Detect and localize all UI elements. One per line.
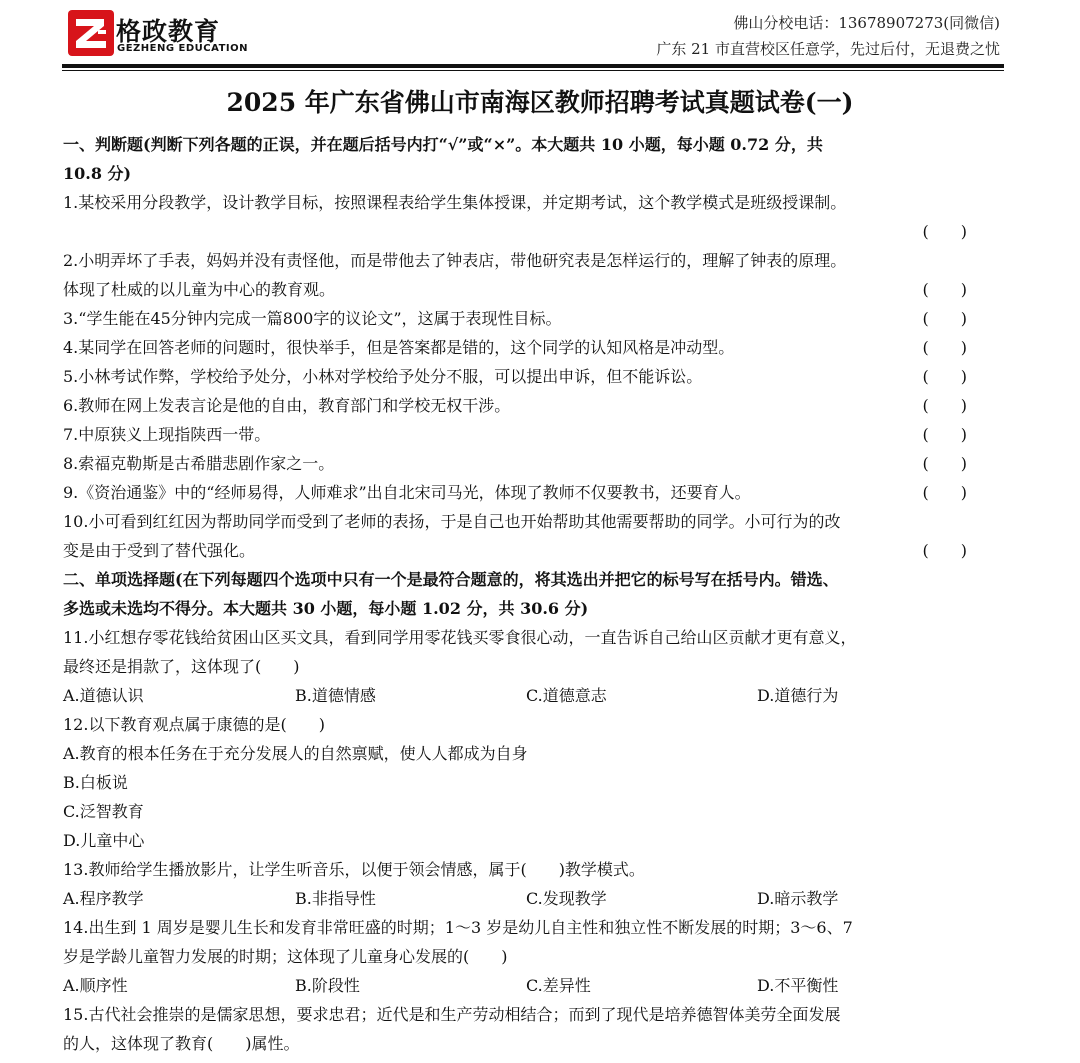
- option-b: B.阶段性: [295, 976, 360, 995]
- question-5: 5.小林考试作弊，学校给予处分，小林对学校给予处分不服，可以提出申诉，但不能诉讼。 ( ): [63, 362, 1007, 391]
- option-d: D.不平衡性: [757, 976, 839, 995]
- gezheng-logo-icon: [68, 10, 114, 56]
- answer-blank: ( ): [922, 338, 967, 357]
- header-divider: [62, 64, 1004, 68]
- question-3: 3.“学生能在45分钟内完成一篇800字的议论文”，这属于表现性目标。 ( ): [63, 304, 1007, 333]
- option-a: A.教育的根本任务在于充分发展人的自然禀赋，使人人都成为自身: [63, 744, 528, 763]
- answer-blank: ( ): [922, 454, 967, 473]
- option-d: D.暗示教学: [757, 889, 839, 908]
- question-8: 8.索福克勒斯是古希腊悲剧作家之一。 ( ): [63, 449, 1007, 478]
- section-heading: 多选或未选均不得分。本大题共 30 小题，每小题 1.02 分，共 30.6 分): [63, 599, 589, 618]
- answer-blank: ( ): [922, 309, 967, 328]
- brand-name-en: GEZHENG EDUCATION: [117, 43, 249, 54]
- question-15-cont: 的人，这体现了教育( )属性。: [63, 1034, 300, 1053]
- question-2: 2.小明弄坏了手表，妈妈并没有责怪他，而是带他去了钟表店，带他研究表是怎样运行的，理解了钟表的原理。: [63, 251, 847, 270]
- option-b: B.道德情感: [295, 686, 376, 705]
- option-a: A.顺序性: [63, 976, 128, 995]
- section-heading: 二、单项选择题(在下列每题四个选项中只有一个是最符合题意的，将其选出并把它的标号写在括号内。错选、: [63, 570, 839, 589]
- question-1: 1.某校采用分段教学，设计教学目标，按照课程表给学生集体授课，并定期考试，这个教学模式是班级授课制。: [63, 193, 847, 212]
- answer-blank: ( ): [922, 222, 967, 241]
- answer-blank: ( ): [922, 483, 967, 502]
- answer-blank: ( ): [922, 396, 967, 415]
- question-2-cont: 体现了杜威的以儿童为中心的教育观。 ( ): [63, 275, 1007, 304]
- header-divider-thin: [62, 70, 1004, 71]
- option-d: D.道德行为: [757, 686, 839, 705]
- question-14-options: [63, 971, 1007, 1000]
- question-11-options: [63, 681, 1007, 710]
- question-6: 6.教师在网上发表言论是他的自由，教育部门和学校无权干涉。 ( ): [63, 391, 1007, 420]
- option-c: C.道德意志: [526, 686, 607, 705]
- brand-name: 格政教育: [116, 17, 221, 46]
- option-c: C.差异性: [526, 976, 591, 995]
- question-12: 12.以下教育观点属于康德的是( ): [63, 715, 325, 734]
- section-heading: 一、判断题(判断下列各题的正误，并在题后括号内打“√”或“×”。本大题共 10 小题，每小题 0.72 分，共: [63, 135, 823, 154]
- answer-blank: ( ): [922, 541, 967, 560]
- section-heading: 10.8 分): [63, 164, 132, 183]
- answer-blank: ( ): [922, 367, 967, 386]
- question-7: 7.中原狭义上现指陕西一带。 ( ): [63, 420, 1007, 449]
- option-b: B.白板说: [63, 773, 128, 792]
- option-c: C.发现教学: [526, 889, 607, 908]
- branch-phone: 佛山分校电话：13678907273(同微信): [733, 14, 1000, 32]
- page-title: 2025 年广东省佛山市南海区教师招聘考试真题试卷(一): [226, 88, 854, 117]
- question-11: 11.小红想存零花钱给贫困山区买文具，看到同学用零花钱买零食很心动，一直告诉自己给山区贡献才更有意义，: [63, 628, 857, 647]
- question-9: 9.《资治通鉴》中的“经师易得，人师难求”出自北宋司马光，体现了教师不仅要教书，还要育人。 ( ): [63, 478, 1007, 507]
- option-c: C.泛智教育: [63, 802, 144, 821]
- page-header: [0, 0, 1080, 70]
- answer-blank: ( ): [922, 425, 967, 444]
- question-14: 14.出生到 1 周岁是婴儿生长和发育非常旺盛的时期；1～3 岁是幼儿自主性和独立性不断发展的时期；3～6、7: [63, 918, 853, 937]
- exam-content: [63, 130, 1007, 1058]
- question-15: 15.古代社会推崇的是儒家思想，要求忠君；近代是和生产劳动相结合；而到了现代是培养德智体美劳全面发展: [63, 1005, 841, 1024]
- option-d: D.儿童中心: [63, 831, 145, 850]
- answer-blank-row: [63, 217, 1007, 246]
- option-a: A.程序教学: [63, 889, 144, 908]
- question-11-cont: 最终还是捐款了，这体现了( ): [63, 657, 300, 676]
- option-b: B.非指导性: [295, 889, 376, 908]
- question-10-cont: 变是由于受到了替代强化。 ( ): [63, 536, 1007, 565]
- option-a: A.道德认识: [63, 686, 144, 705]
- question-4: 4.某同学在回答老师的问题时，很快举手，但是答案都是错的，这个同学的认知风格是冲动型。 ( ): [63, 333, 1007, 362]
- question-13-options: [63, 884, 1007, 913]
- header-slogan: 广东 21 市直营校区任意学，先过后付，无退费之忧: [656, 40, 1000, 58]
- question-13: 13.教师给学生播放影片，让学生听音乐，以便于领会情感，属于( )教学模式。: [63, 860, 645, 879]
- question-14-cont: 岁是学龄儿童智力发展的时期；这体现了儿童身心发展的( ): [63, 947, 508, 966]
- question-10: 10.小可看到红红因为帮助同学而受到了老师的表扬，于是自己也开始帮助其他需要帮助的同学。小可行为的改: [63, 512, 841, 531]
- answer-blank: ( ): [922, 280, 967, 299]
